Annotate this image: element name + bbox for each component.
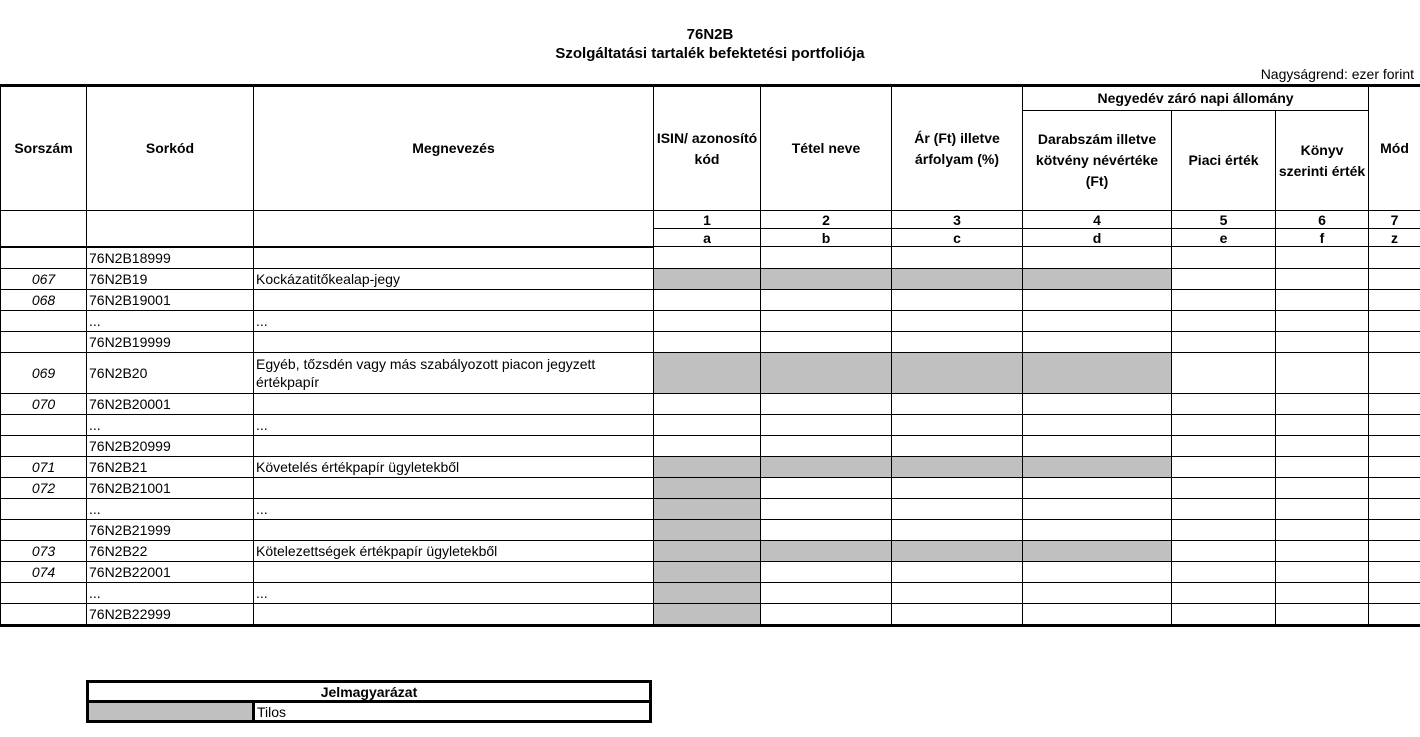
data-cell (654, 477, 761, 498)
data-cell (654, 540, 761, 561)
row-sorszam (1, 498, 87, 519)
data-cell (1276, 331, 1369, 352)
column-number: 3 (892, 211, 1023, 229)
data-cell (892, 519, 1023, 540)
row-megnevezes: ... (254, 498, 654, 519)
data-cell (1276, 519, 1369, 540)
data-cell (1172, 477, 1276, 498)
data-cell (1023, 603, 1172, 625)
data-cell (1369, 498, 1420, 519)
data-cell (1369, 289, 1420, 310)
data-cell (654, 603, 761, 625)
data-cell (1369, 393, 1420, 414)
row-megnevezes (254, 289, 654, 310)
data-cell (892, 310, 1023, 331)
row-sorkod: 76N2B20001 (87, 393, 254, 414)
data-cell (1172, 498, 1276, 519)
data-cell (1369, 435, 1420, 456)
col-sorszam: Sorszám (1, 86, 87, 211)
row-megnevezes: Követelés értékpapír ügyletekből (254, 456, 654, 477)
data-cell (892, 435, 1023, 456)
row-megnevezes (254, 247, 654, 269)
data-cell (1023, 331, 1172, 352)
data-cell (1276, 414, 1369, 435)
table-row (1, 603, 1420, 625)
data-cell (654, 289, 761, 310)
row-sorszam (1, 310, 87, 331)
data-cell (1023, 540, 1172, 561)
data-cell (1276, 393, 1369, 414)
data-cell (1172, 456, 1276, 477)
data-cell (1172, 582, 1276, 603)
column-letter: b (761, 229, 892, 247)
row-megnevezes (254, 603, 654, 625)
row-sorkod: 76N2B22999 (87, 603, 254, 625)
legend-item: Tilos (254, 702, 651, 722)
data-cell (654, 268, 761, 289)
column-letter: e (1172, 229, 1276, 247)
row-megnevezes: ... (254, 582, 654, 603)
table-row (1, 289, 1420, 310)
portfolio-table (0, 84, 1420, 627)
form-title: Szolgáltatási tartalék befektetési portfoliója (555, 45, 865, 62)
data-cell (761, 310, 892, 331)
row-sorkod: 76N2B21001 (87, 477, 254, 498)
data-cell (654, 247, 761, 269)
row-sorkod: 76N2B22001 (87, 561, 254, 582)
data-cell (761, 477, 892, 498)
data-cell (1172, 561, 1276, 582)
data-cell (1023, 582, 1172, 603)
col-ar: Ár (Ft) illetve árfolyam (%) (892, 86, 1023, 211)
table-row (1, 540, 1420, 561)
table-row (1, 456, 1420, 477)
data-cell (654, 582, 761, 603)
data-cell (761, 289, 892, 310)
col-sorkod: Sorkód (87, 86, 254, 211)
data-cell (1369, 331, 1420, 352)
row-sorszam (1, 603, 87, 625)
data-cell (892, 289, 1023, 310)
data-cell (761, 435, 892, 456)
row-sorszam (1, 247, 87, 269)
row-sorkod: 76N2B18999 (87, 247, 254, 269)
row-sorszam: 070 (1, 393, 87, 414)
data-cell (1023, 435, 1172, 456)
col-megnevezes: Megnevezés (254, 86, 654, 211)
data-cell (1172, 331, 1276, 352)
column-number: 5 (1172, 211, 1276, 229)
table-row (1, 519, 1420, 540)
data-cell (1023, 498, 1172, 519)
data-cell (1276, 477, 1369, 498)
col-group-negyedev: Negyedév záró napi állomány (1023, 86, 1369, 111)
data-cell (654, 435, 761, 456)
row-megnevezes: Kötelezettségek értékpapír ügyletekből (254, 540, 654, 561)
data-cell (892, 268, 1023, 289)
row-megnevezes (254, 561, 654, 582)
row-sorszam (1, 414, 87, 435)
data-cell (761, 519, 892, 540)
data-cell (1172, 289, 1276, 310)
table-row (1, 414, 1420, 435)
row-sorkod: ... (87, 310, 254, 331)
data-cell (1276, 289, 1369, 310)
data-cell (1023, 247, 1172, 269)
data-cell (1023, 310, 1172, 331)
data-cell (761, 582, 892, 603)
data-cell (1023, 477, 1172, 498)
data-cell (1369, 352, 1420, 393)
row-sorkod: 76N2B21 (87, 456, 254, 477)
data-cell (1369, 268, 1420, 289)
row-sorkod: ... (87, 414, 254, 435)
column-letter: z (1369, 229, 1420, 247)
data-cell (761, 498, 892, 519)
data-cell (1369, 561, 1420, 582)
row-sorkod: ... (87, 582, 254, 603)
data-cell (1276, 310, 1369, 331)
data-cell (1172, 519, 1276, 540)
data-cell (1369, 603, 1420, 625)
data-cell (892, 477, 1023, 498)
data-cell (1023, 519, 1172, 540)
row-sorkod: 76N2B20 (87, 352, 254, 393)
data-cell (761, 414, 892, 435)
data-cell (761, 331, 892, 352)
form-code: 76N2B (686, 26, 734, 43)
data-cell (654, 456, 761, 477)
data-cell (892, 498, 1023, 519)
row-megnevezes: Egyéb, tőzsdén vagy más szabályozott piacon jegyzett értékpapír (254, 352, 654, 393)
col-mod: Mód (1369, 86, 1420, 211)
data-cell (654, 561, 761, 582)
table-row (1, 310, 1420, 331)
data-cell (761, 268, 892, 289)
data-cell (761, 456, 892, 477)
row-sorszam (1, 331, 87, 352)
data-cell (1276, 435, 1369, 456)
column-number-row (1, 211, 1420, 229)
row-megnevezes: ... (254, 310, 654, 331)
data-cell (1023, 456, 1172, 477)
data-cell (1276, 540, 1369, 561)
data-cell (1172, 247, 1276, 269)
data-cell (892, 414, 1023, 435)
row-sorszam (1, 435, 87, 456)
row-sorszam: 067 (1, 268, 87, 289)
data-cell (892, 603, 1023, 625)
data-cell (761, 352, 892, 393)
data-cell (1369, 247, 1420, 269)
legend-swatch (88, 702, 254, 722)
row-megnevezes: Kockázatitőkealap-jegy (254, 268, 654, 289)
data-cell (1276, 603, 1369, 625)
data-cell (1023, 393, 1172, 414)
data-cell (1369, 456, 1420, 477)
data-cell (892, 582, 1023, 603)
data-cell (1172, 540, 1276, 561)
data-cell (1369, 540, 1420, 561)
data-cell (654, 310, 761, 331)
row-sorkod: 76N2B22 (87, 540, 254, 561)
row-sorszam (1, 582, 87, 603)
table-row (1, 393, 1420, 414)
data-cell (654, 414, 761, 435)
column-letter: d (1023, 229, 1172, 247)
row-sorszam (1, 519, 87, 540)
column-letter: a (654, 229, 761, 247)
data-cell (761, 540, 892, 561)
data-cell (892, 331, 1023, 352)
column-number: 2 (761, 211, 892, 229)
data-cell (761, 247, 892, 269)
data-cell (1276, 247, 1369, 269)
table-row (1, 561, 1420, 582)
row-sorszam: 071 (1, 456, 87, 477)
data-cell (1023, 561, 1172, 582)
data-cell (1276, 352, 1369, 393)
data-cell (1023, 352, 1172, 393)
col-piaci: Piaci érték (1172, 111, 1276, 211)
row-sorkod: ... (87, 498, 254, 519)
data-cell (654, 498, 761, 519)
data-cell (1172, 310, 1276, 331)
data-cell (892, 540, 1023, 561)
legend-table (86, 680, 652, 723)
column-number: 6 (1276, 211, 1369, 229)
col-isin: ISIN/ azonosító kód (654, 86, 761, 211)
row-sorkod: 76N2B21999 (87, 519, 254, 540)
data-cell (654, 352, 761, 393)
table-row (1, 352, 1420, 393)
data-cell (892, 247, 1023, 269)
table-row (1, 477, 1420, 498)
data-cell (1023, 268, 1172, 289)
data-cell (1172, 414, 1276, 435)
table-row (1, 268, 1420, 289)
data-cell (1369, 519, 1420, 540)
data-cell (1276, 456, 1369, 477)
row-megnevezes: ... (254, 414, 654, 435)
table-row (1, 331, 1420, 352)
unit-label: Nagyságrend: ezer forint (1260, 66, 1414, 82)
data-cell (654, 519, 761, 540)
row-megnevezes (254, 477, 654, 498)
data-cell (1023, 414, 1172, 435)
row-sorszam: 072 (1, 477, 87, 498)
column-letter: c (892, 229, 1023, 247)
row-megnevezes (254, 519, 654, 540)
table-row (1, 435, 1420, 456)
data-cell (1276, 498, 1369, 519)
data-cell (1276, 268, 1369, 289)
data-cell (761, 561, 892, 582)
data-cell (892, 393, 1023, 414)
col-konyv: Könyv szerinti érték (1276, 111, 1369, 211)
col-darab: Darabszám illetve kötvény névértéke (Ft) (1023, 111, 1172, 211)
column-number: 4 (1023, 211, 1172, 229)
data-cell (654, 331, 761, 352)
data-cell (1172, 393, 1276, 414)
data-cell (892, 561, 1023, 582)
data-cell (654, 393, 761, 414)
data-cell (892, 456, 1023, 477)
data-cell (1172, 352, 1276, 393)
data-cell (1276, 561, 1369, 582)
data-cell (1172, 603, 1276, 625)
column-number: 7 (1369, 211, 1420, 229)
data-cell (1369, 477, 1420, 498)
row-megnevezes (254, 393, 654, 414)
data-cell (761, 393, 892, 414)
row-sorkod: 76N2B19001 (87, 289, 254, 310)
data-cell (1369, 582, 1420, 603)
row-sorkod: 76N2B19999 (87, 331, 254, 352)
data-cell (892, 352, 1023, 393)
col-tetel: Tétel neve (761, 86, 892, 211)
row-sorszam: 073 (1, 540, 87, 561)
data-cell (1276, 582, 1369, 603)
table-row (1, 498, 1420, 519)
row-sorkod: 76N2B19 (87, 268, 254, 289)
row-sorszam: 074 (1, 561, 87, 582)
data-cell (1369, 414, 1420, 435)
column-number: 1 (654, 211, 761, 229)
row-sorkod: 76N2B20999 (87, 435, 254, 456)
row-megnevezes (254, 331, 654, 352)
data-cell (761, 603, 892, 625)
data-cell (1369, 310, 1420, 331)
data-cell (1172, 435, 1276, 456)
row-megnevezes (254, 435, 654, 456)
table-row (1, 582, 1420, 603)
row-sorszam: 068 (1, 289, 87, 310)
data-cell (1023, 289, 1172, 310)
legend-title: Jelmagyarázat (88, 682, 651, 702)
row-sorszam: 069 (1, 352, 87, 393)
data-cell (1172, 268, 1276, 289)
column-letter: f (1276, 229, 1369, 247)
table-row (1, 247, 1420, 269)
